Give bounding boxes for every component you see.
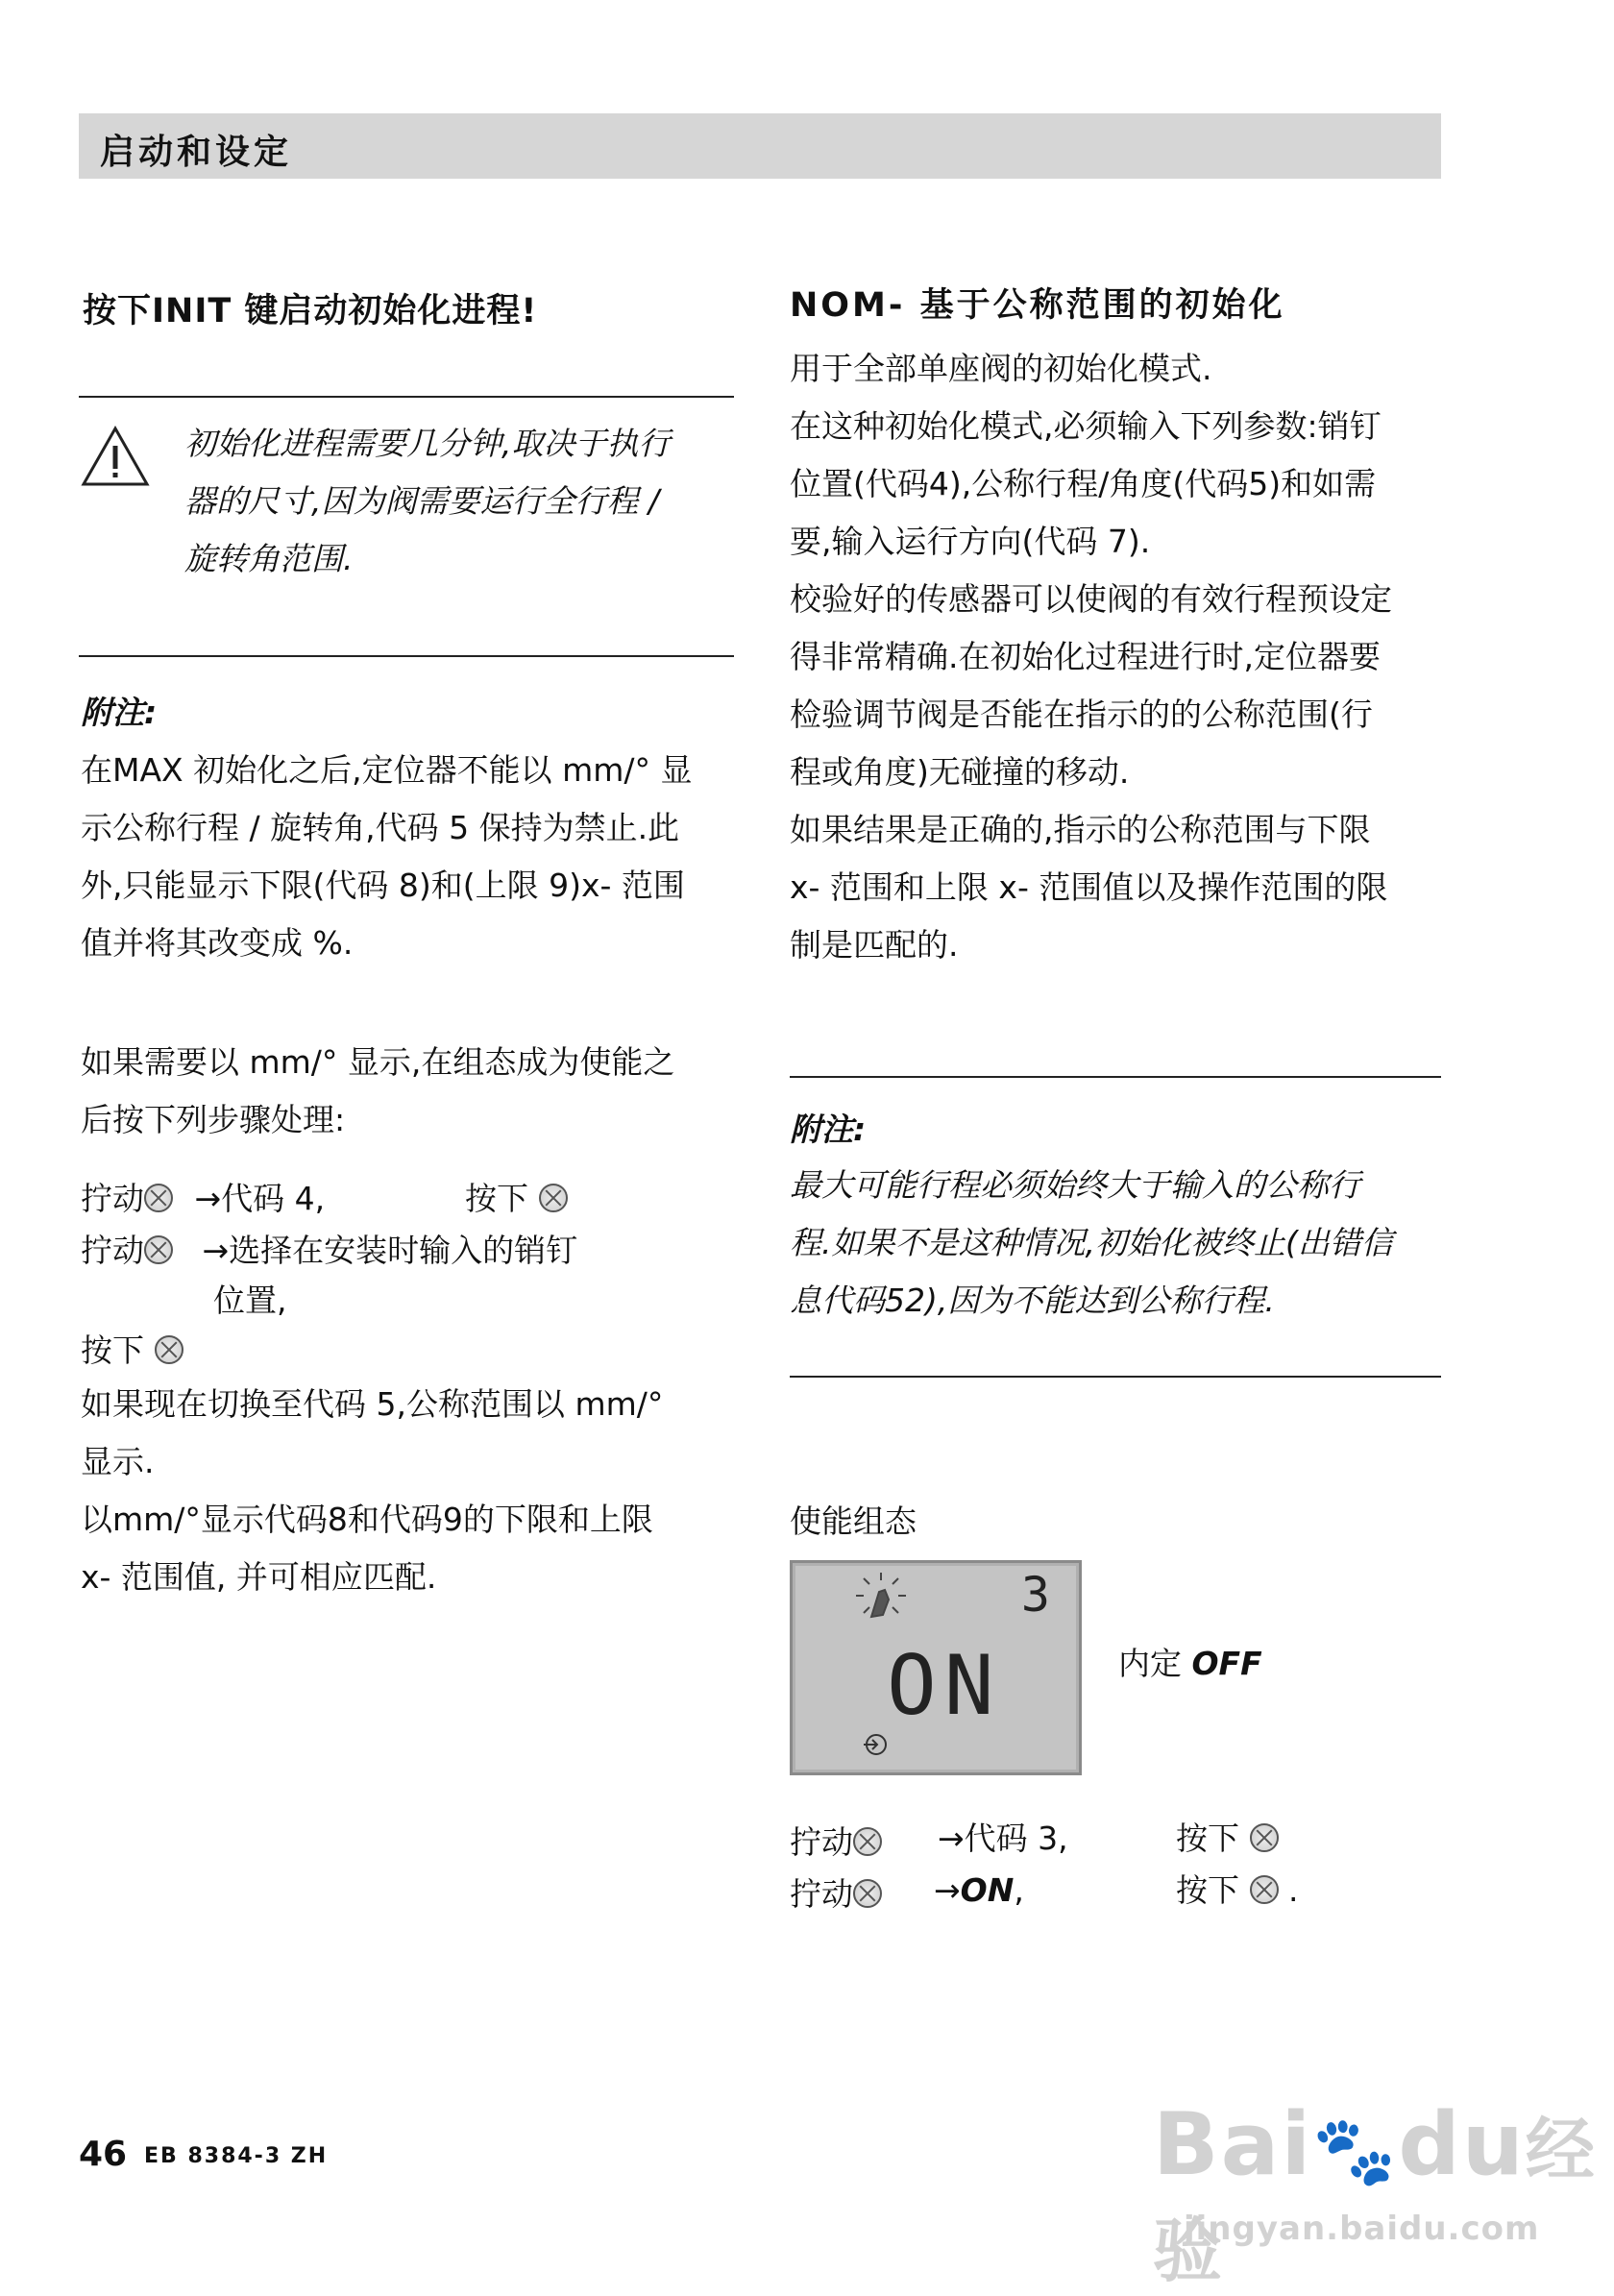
end-dot: . (1288, 1871, 1299, 1909)
press-label: 按下 (1176, 1871, 1239, 1909)
step-row-1-press (1176, 1818, 1279, 1860)
step-target-cont: 位置, (213, 1282, 287, 1319)
warning-line: 旋转角范围. (184, 540, 354, 577)
mm-display-paragraph (81, 1034, 744, 1149)
note-line: 最大可能行程必须始终大于输入的公称行 (790, 1166, 1360, 1204)
rotary-knob-icon (155, 1335, 183, 1364)
rotary-knob-icon (853, 1879, 882, 1908)
text-line: 要,输入运行方向(代码 7). (790, 523, 1151, 560)
warning-icon (81, 425, 150, 488)
text-line: 位置(代码4),公称行程/角度(代码5)和如需 (790, 465, 1377, 502)
note-title: 附注: (81, 694, 158, 731)
warning-line: 初始化进程需要几分钟,取决于执行 (184, 425, 671, 462)
warning-text (184, 415, 742, 588)
divider (790, 1076, 1441, 1078)
note-line: 息代码52),因为不能达到公称行程. (790, 1282, 1275, 1319)
note-line: 外,只能显示下限(代码 8)和(上限 9)x- 范围 (81, 867, 685, 904)
lcd-display (790, 1560, 1082, 1775)
step-target (934, 1869, 1024, 1912)
rotary-knob-icon (853, 1827, 882, 1856)
step-row-1-press (465, 1178, 568, 1220)
after-steps-text (81, 1376, 753, 1606)
turn-label: 拧动 (81, 1232, 144, 1269)
enter-arrow-icon (862, 1732, 889, 1757)
section-header-bar (79, 113, 1441, 179)
text-line: 如果现在切换至代码 5,公称范围以 mm/° (81, 1385, 664, 1423)
config-hand-icon (850, 1571, 912, 1626)
step-target: →代码 4, (194, 1180, 326, 1217)
document-id: EB 8384-3 ZH (144, 2144, 329, 2168)
text-line: x- 范围和上限 x- 范围值以及操作范围的限 (790, 868, 1388, 906)
turn-label: 拧动 (81, 1180, 144, 1217)
step-row-3 (81, 1330, 183, 1372)
divider (790, 1376, 1441, 1378)
step-row-2 (81, 1230, 577, 1272)
text-line: 以mm/°显示代码8和代码9的下限和上限 (81, 1501, 653, 1538)
text-line: 制是匹配的. (790, 926, 959, 964)
text-line: 检验调节阀是否能在指示的的公称范围(行 (790, 696, 1373, 733)
config-label: 使能组态 (790, 1502, 917, 1540)
step-row-2-press (1176, 1869, 1299, 1912)
default-value: OFF (1191, 1645, 1262, 1682)
paragraph-line: 后按下列步骤处理: (81, 1101, 346, 1138)
step-target: →选择在安装时输入的销钉 (202, 1232, 578, 1269)
watermark-brand2: du (1398, 2094, 1526, 2195)
paragraph-line: 如果需要以 mm/° 显示,在组态成为使能之 (81, 1043, 675, 1081)
note-line: 在MAX 初始化之后,定位器不能以 mm/° 显 (81, 751, 693, 789)
text-line: 程或角度)无碰撞的移动. (790, 753, 1130, 791)
rotary-knob-icon (1250, 1875, 1279, 1904)
rotary-knob-icon (144, 1184, 173, 1212)
press-label: 按下 (81, 1331, 144, 1369)
on-value: ON (960, 1871, 1015, 1909)
text-line: 在这种初始化模式,必须输入下列参数:销钉 (790, 407, 1382, 445)
turn-label: 拧动 (790, 1823, 853, 1861)
arrow: → (934, 1871, 961, 1909)
note-body (790, 1157, 1453, 1330)
text-line: 用于全部单座阀的初始化模式. (790, 350, 1212, 387)
nom-body (790, 340, 1453, 974)
step-row-1 (790, 1821, 882, 1864)
watermark-logo (1153, 2094, 1614, 2296)
note-line: 程.如果不是这种情况,初始化被终止(出错信 (790, 1224, 1393, 1261)
press-label: 按下 (465, 1180, 528, 1217)
step-row-2 (790, 1873, 882, 1916)
rotary-knob-icon (144, 1235, 173, 1264)
lcd-code: 3 (1020, 1567, 1050, 1623)
page-number: 46 (79, 2135, 128, 2174)
watermark-paw-icon: 🐾 (1312, 2112, 1399, 2190)
divider (79, 655, 734, 657)
text-line: 显示. (81, 1443, 155, 1480)
lcd-value: ON (887, 1638, 1002, 1734)
note-line: 值并将其改变成 %. (81, 924, 354, 962)
nom-heading: NOM- 基于公称范围的初始化 (790, 286, 1285, 325)
lcd-caption (1118, 1635, 1262, 1693)
note-body (81, 742, 744, 972)
step-target: →代码 3, (938, 1820, 1068, 1857)
default-label: 内定 (1118, 1645, 1182, 1682)
rotary-knob-icon (539, 1184, 568, 1212)
warning-line: 器的尺寸,因为阀需要运行全行程 / (184, 482, 660, 520)
comma: , (1014, 1871, 1024, 1909)
note-title: 附注: (790, 1111, 867, 1148)
turn-label: 拧动 (790, 1875, 853, 1913)
section-title: 启动和设定 (100, 133, 293, 172)
text-line: 校验好的传感器可以使阀的有效行程预设定 (790, 580, 1392, 618)
text-line: 如果结果是正确的,指示的公称范围与下限 (790, 811, 1371, 848)
divider (79, 396, 734, 398)
watermark-cn: 经验 (1153, 2110, 1597, 2291)
watermark-brand: Bai (1153, 2094, 1313, 2195)
watermark-url: jingyan.baidu.com (1184, 2210, 1540, 2248)
text-line: x- 范围值, 并可相应匹配. (81, 1558, 437, 1596)
step-row-1 (81, 1178, 325, 1220)
init-heading: 按下INIT 键启动初始化进程! (83, 292, 538, 330)
text-line: 得非常精确.在初始化过程进行时,定位器要 (790, 638, 1381, 675)
press-label: 按下 (1176, 1820, 1239, 1857)
note-line: 示公称行程 / 旋转角,代码 5 保持为禁止.此 (81, 809, 680, 846)
rotary-knob-icon (1250, 1823, 1279, 1852)
